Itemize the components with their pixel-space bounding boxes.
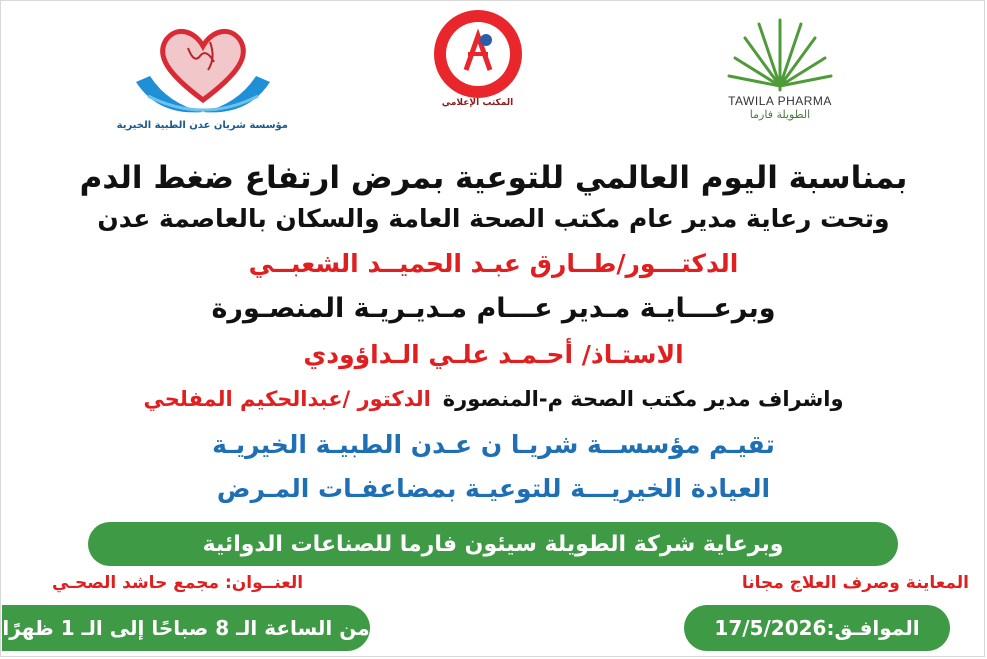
media-office-caption: المكتب الإعلامي bbox=[441, 98, 514, 108]
sponsor1-person: الدكتـــور/طــارق عبـد الحميــد الشعبــي bbox=[248, 249, 739, 278]
free-service-text: المعاينة وصرف العلاج مجانا bbox=[741, 573, 969, 593]
heart-hands-logo bbox=[118, 12, 288, 131]
palm-leaf-logo bbox=[715, 10, 845, 121]
headline: بمناسبة اليوم العالمي للتوعية بمرض ارتفاع ضغط الدم bbox=[79, 160, 908, 196]
supervision-text: واشراف مدير مكتب الصحة م-المنصورة bbox=[442, 387, 844, 411]
supervision-person: الدكتور /عبدالحكيم المفلحي bbox=[143, 387, 431, 411]
hours-pill: من الساعة الـ 8 صباحًا إلى الـ 1 ظهرًا bbox=[2, 605, 370, 651]
sponsor2-person: الاستـاذ/ أحـمـد علـي الـداؤودي bbox=[303, 340, 684, 369]
sponsor1-line: وتحت رعاية مدير عام مكتب الصحة العامة والسكان بالعاصمة عدن bbox=[97, 204, 890, 233]
pharma-sponsor-banner: وبرعاية شركة الطويلة سيئون فارما للصناعات الدوائية bbox=[88, 522, 898, 566]
heart-logo-caption: مؤسسة شريان عدن الطبية الخيرية bbox=[116, 120, 288, 131]
tawila-name-ar: الطويلة فارما bbox=[749, 108, 811, 121]
address-text: العنــوان: مجمع حاشد الصحـي bbox=[52, 573, 304, 593]
heart-hands-icon bbox=[128, 12, 278, 120]
media-office-logo bbox=[420, 6, 535, 108]
palm-leaf-icon bbox=[725, 10, 835, 92]
organizer-line2: العيادة الخيريـــة للتوعيـة بمضاعفـات المـرض bbox=[216, 474, 771, 503]
sponsor2-line: وبرعـــايـة مـدير عـــام مـديـريـة المنصـورة bbox=[211, 293, 776, 324]
supervision-line bbox=[0, 387, 987, 411]
medical-emblem-icon bbox=[428, 6, 528, 106]
date-pill: الموافـق:17/5/2026 bbox=[684, 605, 950, 651]
tawila-name-en: TAWILA PHARMA bbox=[728, 94, 832, 108]
organizer-line1: تقيـم مؤسســة شريـا ن عـدن الطبيـة الخيريـة bbox=[212, 430, 775, 459]
